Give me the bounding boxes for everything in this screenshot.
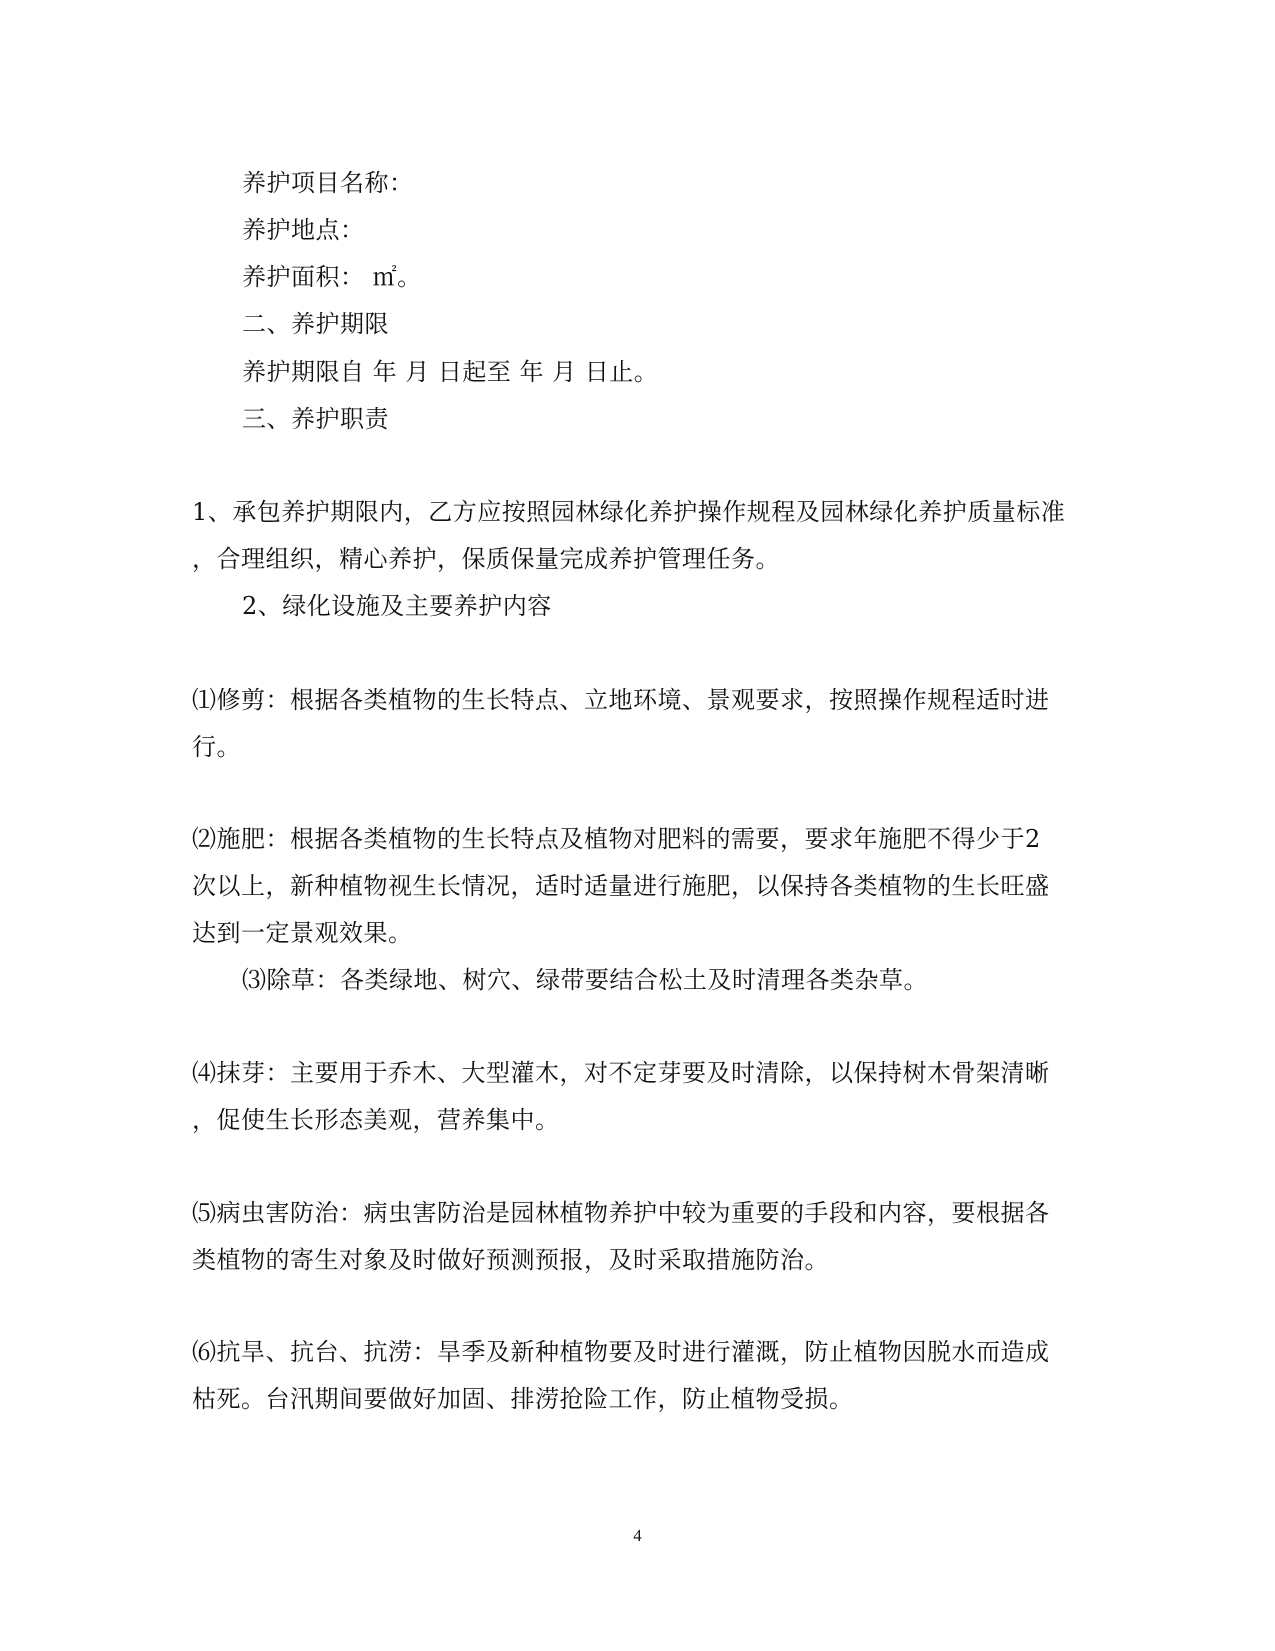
project-name-line: 养护项目名称：	[242, 169, 414, 197]
fertilizing-line-2: 次以上，新种植物视生长情况，适时适量进行施肥，以保持各类植物的生长旺盛	[192, 872, 1050, 900]
period-line: 养护期限自 年 月 日起至 年 月 日止。	[242, 358, 659, 386]
duty-1-line-1: 1、承包养护期限内，乙方应按照园林绿化养护操作规程及园林绿化养护质量标准	[192, 498, 1066, 526]
page-number: 4	[633, 1526, 642, 1545]
pruning-line-1: ⑴修剪：根据各类植物的生长特点、立地环境、景观要求，按照操作规程适时进	[192, 686, 1050, 714]
disaster-prevention-line-2: 枯死。台汛期间要做好加固、排涝抢险工作，防止植物受损。	[192, 1385, 854, 1413]
fertilizing-line-1: ⑵施肥：根据各类植物的生长特点及植物对肥料的需要，要求年施肥不得少于2	[192, 825, 1041, 853]
debudding-line-2: ，促使生长形态美观，营养集中。	[192, 1106, 560, 1134]
location-line: 养护地点：	[242, 216, 365, 244]
section-heading-period: 二、养护期限	[242, 310, 389, 338]
pest-control-line-2: 类植物的寄生对象及时做好预测预报，及时采取措施防治。	[192, 1246, 829, 1274]
debudding-line-1: ⑷抹芽：主要用于乔木、大型灌木，对不定芽要及时清除，以保持树木骨架清晰	[192, 1059, 1050, 1087]
section-heading-duties: 三、养护职责	[242, 405, 389, 433]
pest-control-line-1: ⑸病虫害防治：病虫害防治是园林植物养护中较为重要的手段和内容，要根据各	[192, 1199, 1050, 1227]
duty-1-line-2: ，合理组织，精心养护，保质保量完成养护管理任务。	[192, 545, 780, 573]
disaster-prevention-line-1: ⑹抗旱、抗台、抗涝：旱季及新种植物要及时进行灌溉，防止植物因脱水而造成	[192, 1338, 1050, 1366]
duty-2-heading: 2、绿化设施及主要养护内容	[242, 592, 552, 620]
area-line: 养护面积： ㎡。	[242, 263, 422, 291]
fertilizing-line-3: 达到一定景观效果。	[192, 919, 413, 947]
pruning-line-2: 行。	[192, 733, 241, 761]
weeding-line: ⑶除草：各类绿地、树穴、绿带要结合松土及时清理各类杂草。	[242, 966, 928, 994]
